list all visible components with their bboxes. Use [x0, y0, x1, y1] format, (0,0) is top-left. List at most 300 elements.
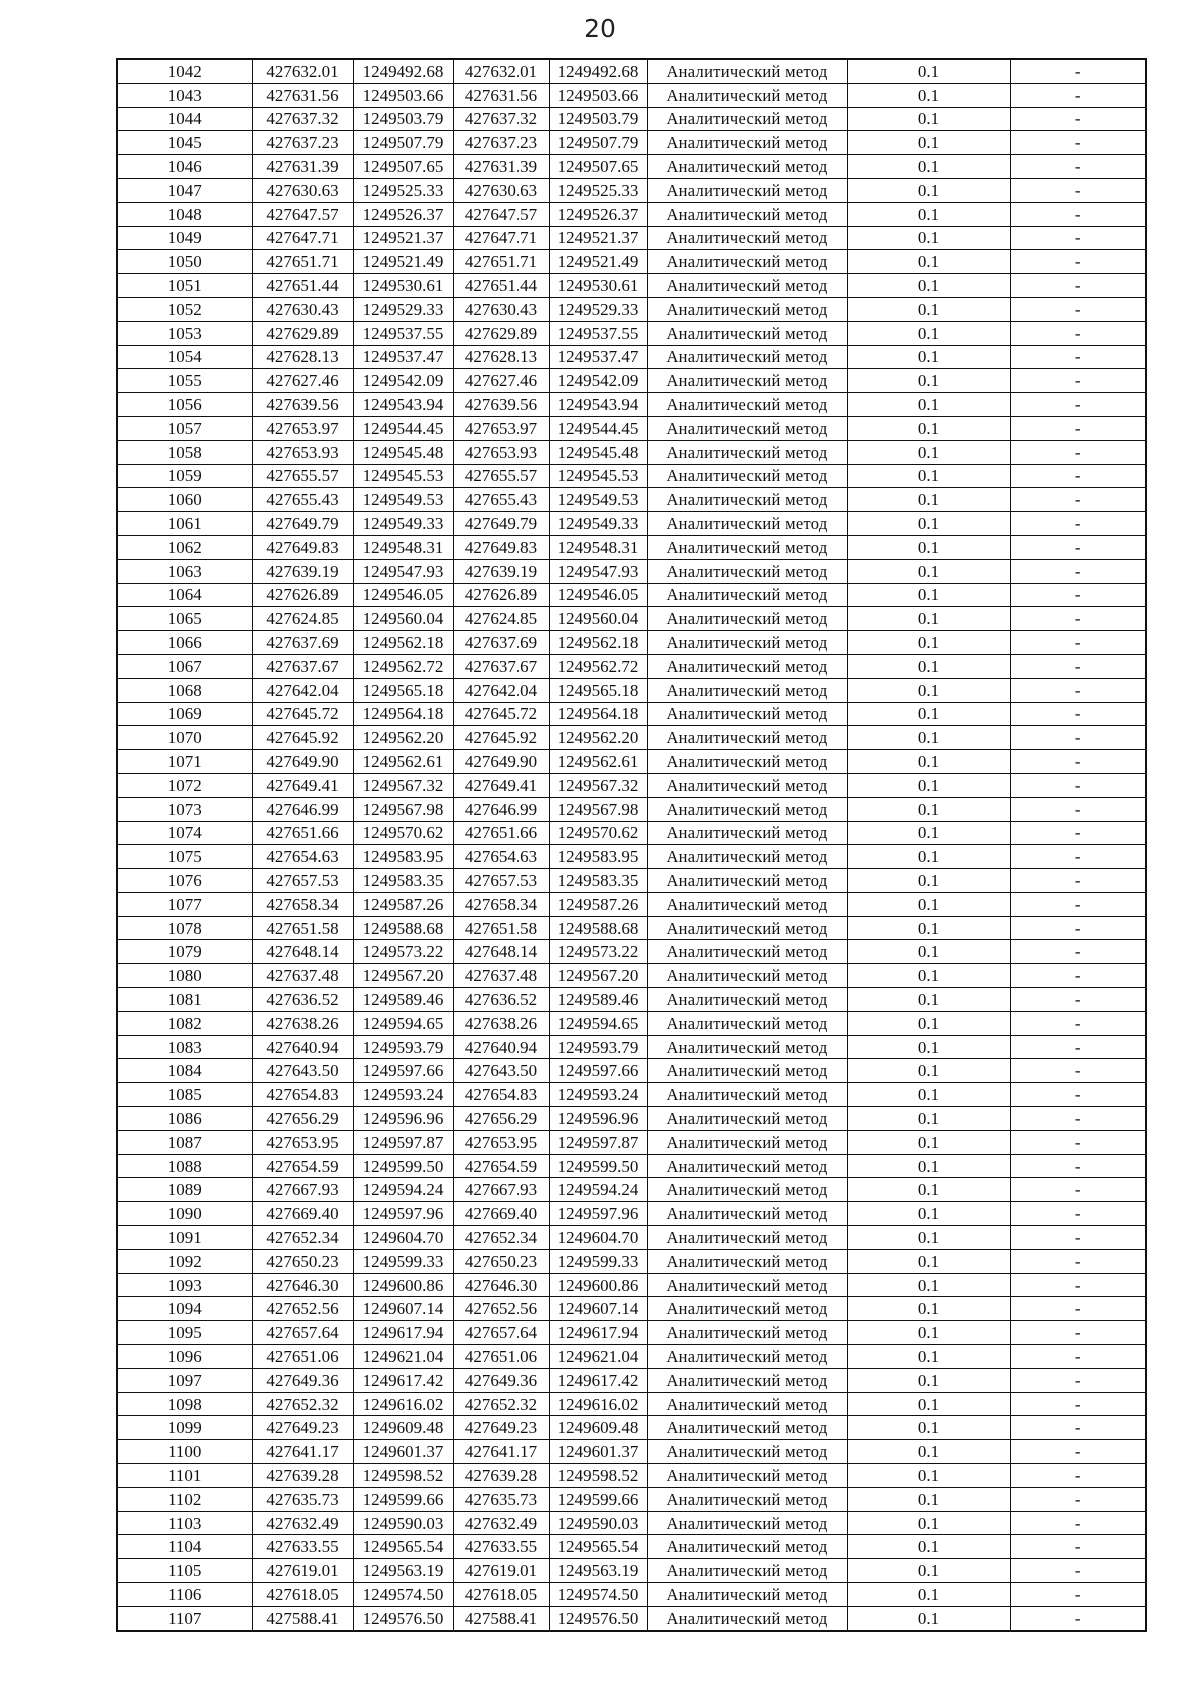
table-row	[117, 1249, 1146, 1273]
accuracy-cell: 0.1	[847, 1035, 1010, 1059]
table-body	[117, 59, 1146, 1631]
y-coordinate-new-cell: 1249597.96	[549, 1202, 647, 1226]
y-coordinate-cell: 1249507.65	[353, 155, 453, 179]
note-cell: -	[1010, 1297, 1146, 1321]
y-coordinate-new-cell: 1249526.37	[549, 202, 647, 226]
x-coordinate-cell: 427626.89	[252, 583, 353, 607]
x-coordinate-cell: 427667.93	[252, 1178, 353, 1202]
method-cell: Аналитический метод	[647, 1464, 847, 1488]
x-coordinate-cell: 427632.01	[252, 59, 353, 83]
x-coordinate-cell: 427643.50	[252, 1059, 353, 1083]
y-coordinate-new-cell: 1249570.62	[549, 821, 647, 845]
accuracy-cell: 0.1	[847, 59, 1010, 83]
method-cell: Аналитический метод	[647, 1487, 847, 1511]
x-coordinate-cell: 427653.97	[252, 416, 353, 440]
note-cell: -	[1010, 1154, 1146, 1178]
method-cell: Аналитический метод	[647, 345, 847, 369]
accuracy-cell: 0.1	[847, 1107, 1010, 1131]
y-coordinate-cell: 1249503.66	[353, 83, 453, 107]
point-number-cell: 1080	[117, 964, 252, 988]
accuracy-cell: 0.1	[847, 726, 1010, 750]
accuracy-cell: 0.1	[847, 1178, 1010, 1202]
point-number-cell: 1044	[117, 107, 252, 131]
x-coordinate-cell: 427637.23	[252, 131, 353, 155]
note-cell: -	[1010, 1321, 1146, 1345]
note-cell: -	[1010, 607, 1146, 631]
y-coordinate-cell: 1249593.24	[353, 1083, 453, 1107]
method-cell: Аналитический метод	[647, 1345, 847, 1369]
x-coordinate-new-cell: 427649.41	[453, 773, 549, 797]
x-coordinate-cell: 427654.83	[252, 1083, 353, 1107]
point-number-cell: 1102	[117, 1487, 252, 1511]
method-cell: Аналитический метод	[647, 1368, 847, 1392]
x-coordinate-cell: 427637.32	[252, 107, 353, 131]
x-coordinate-cell: 427646.30	[252, 1273, 353, 1297]
x-coordinate-cell: 427645.92	[252, 726, 353, 750]
y-coordinate-cell: 1249600.86	[353, 1273, 453, 1297]
accuracy-cell: 0.1	[847, 1273, 1010, 1297]
note-cell: -	[1010, 726, 1146, 750]
x-coordinate-cell: 427649.23	[252, 1416, 353, 1440]
method-cell: Аналитический метод	[647, 726, 847, 750]
y-coordinate-new-cell: 1249583.95	[549, 845, 647, 869]
table-row	[117, 202, 1146, 226]
x-coordinate-cell: 427655.43	[252, 488, 353, 512]
y-coordinate-cell: 1249529.33	[353, 297, 453, 321]
x-coordinate-cell: 427618.05	[252, 1583, 353, 1607]
y-coordinate-new-cell: 1249599.33	[549, 1249, 647, 1273]
x-coordinate-cell: 427648.14	[252, 940, 353, 964]
method-cell: Аналитический метод	[647, 107, 847, 131]
point-number-cell: 1067	[117, 654, 252, 678]
x-coordinate-new-cell: 427656.29	[453, 1107, 549, 1131]
x-coordinate-new-cell: 427645.72	[453, 702, 549, 726]
x-coordinate-new-cell: 427637.69	[453, 631, 549, 655]
x-coordinate-cell: 427649.41	[252, 773, 353, 797]
method-cell: Аналитический метод	[647, 1107, 847, 1131]
point-number-cell: 1052	[117, 297, 252, 321]
method-cell: Аналитический метод	[647, 678, 847, 702]
x-coordinate-new-cell: 427638.26	[453, 1011, 549, 1035]
accuracy-cell: 0.1	[847, 1083, 1010, 1107]
method-cell: Аналитический метод	[647, 1130, 847, 1154]
y-coordinate-cell: 1249567.98	[353, 797, 453, 821]
table-row	[117, 821, 1146, 845]
x-coordinate-new-cell: 427630.43	[453, 297, 549, 321]
y-coordinate-cell: 1249537.55	[353, 321, 453, 345]
y-coordinate-new-cell: 1249617.42	[549, 1368, 647, 1392]
table-row	[117, 226, 1146, 250]
table-row	[117, 1321, 1146, 1345]
method-cell: Аналитический метод	[647, 750, 847, 774]
method-cell: Аналитический метод	[647, 845, 847, 869]
point-number-cell: 1076	[117, 869, 252, 893]
table-row	[117, 702, 1146, 726]
point-number-cell: 1095	[117, 1321, 252, 1345]
note-cell: -	[1010, 250, 1146, 274]
method-cell: Аналитический метод	[647, 559, 847, 583]
note-cell: -	[1010, 1083, 1146, 1107]
note-cell: -	[1010, 988, 1146, 1012]
y-coordinate-new-cell: 1249549.53	[549, 488, 647, 512]
x-coordinate-new-cell: 427643.50	[453, 1059, 549, 1083]
y-coordinate-cell: 1249597.96	[353, 1202, 453, 1226]
point-number-cell: 1068	[117, 678, 252, 702]
accuracy-cell: 0.1	[847, 1583, 1010, 1607]
y-coordinate-new-cell: 1249503.66	[549, 83, 647, 107]
y-coordinate-new-cell: 1249530.61	[549, 274, 647, 298]
x-coordinate-new-cell: 427651.06	[453, 1345, 549, 1369]
x-coordinate-cell: 427654.63	[252, 845, 353, 869]
accuracy-cell: 0.1	[847, 1059, 1010, 1083]
x-coordinate-new-cell: 427648.14	[453, 940, 549, 964]
x-coordinate-cell: 427638.26	[252, 1011, 353, 1035]
x-coordinate-new-cell: 427657.64	[453, 1321, 549, 1345]
point-number-cell: 1100	[117, 1440, 252, 1464]
note-cell: -	[1010, 178, 1146, 202]
note-cell: -	[1010, 1011, 1146, 1035]
point-number-cell: 1099	[117, 1416, 252, 1440]
method-cell: Аналитический метод	[647, 1559, 847, 1583]
table-row	[117, 1154, 1146, 1178]
table-row	[117, 440, 1146, 464]
y-coordinate-new-cell: 1249543.94	[549, 393, 647, 417]
x-coordinate-cell: 427646.99	[252, 797, 353, 821]
x-coordinate-cell: 427642.04	[252, 678, 353, 702]
table-row	[117, 1440, 1146, 1464]
accuracy-cell: 0.1	[847, 869, 1010, 893]
x-coordinate-cell: 427631.39	[252, 155, 353, 179]
point-number-cell: 1087	[117, 1130, 252, 1154]
y-coordinate-cell: 1249593.79	[353, 1035, 453, 1059]
y-coordinate-new-cell: 1249545.53	[549, 464, 647, 488]
x-coordinate-cell: 427656.29	[252, 1107, 353, 1131]
method-cell: Аналитический метод	[647, 250, 847, 274]
table-row	[117, 1083, 1146, 1107]
accuracy-cell: 0.1	[847, 1368, 1010, 1392]
accuracy-cell: 0.1	[847, 393, 1010, 417]
note-cell: -	[1010, 107, 1146, 131]
y-coordinate-new-cell: 1249607.14	[549, 1297, 647, 1321]
method-cell: Аналитический метод	[647, 702, 847, 726]
table-row	[117, 178, 1146, 202]
x-coordinate-new-cell: 427653.95	[453, 1130, 549, 1154]
x-coordinate-new-cell: 427632.49	[453, 1511, 549, 1535]
table-row	[117, 1035, 1146, 1059]
accuracy-cell: 0.1	[847, 321, 1010, 345]
table-row	[117, 488, 1146, 512]
y-coordinate-cell: 1249598.52	[353, 1464, 453, 1488]
table-row	[117, 1226, 1146, 1250]
x-coordinate-cell: 427637.67	[252, 654, 353, 678]
table-row	[117, 107, 1146, 131]
table-row	[117, 131, 1146, 155]
x-coordinate-new-cell: 427667.93	[453, 1178, 549, 1202]
accuracy-cell: 0.1	[847, 464, 1010, 488]
accuracy-cell: 0.1	[847, 1345, 1010, 1369]
table-row	[117, 1535, 1146, 1559]
point-number-cell: 1077	[117, 892, 252, 916]
point-number-cell: 1097	[117, 1368, 252, 1392]
accuracy-cell: 0.1	[847, 512, 1010, 536]
note-cell: -	[1010, 821, 1146, 845]
x-coordinate-new-cell: 427655.57	[453, 464, 549, 488]
point-number-cell: 1056	[117, 393, 252, 417]
point-number-cell: 1046	[117, 155, 252, 179]
x-coordinate-new-cell: 427669.40	[453, 1202, 549, 1226]
point-number-cell: 1081	[117, 988, 252, 1012]
x-coordinate-new-cell: 427633.55	[453, 1535, 549, 1559]
point-number-cell: 1078	[117, 916, 252, 940]
x-coordinate-cell: 427653.95	[252, 1130, 353, 1154]
y-coordinate-new-cell: 1249537.47	[549, 345, 647, 369]
accuracy-cell: 0.1	[847, 559, 1010, 583]
table-row	[117, 583, 1146, 607]
x-coordinate-new-cell: 427635.73	[453, 1487, 549, 1511]
table-row	[117, 1345, 1146, 1369]
method-cell: Аналитический метод	[647, 1297, 847, 1321]
method-cell: Аналитический метод	[647, 1154, 847, 1178]
method-cell: Аналитический метод	[647, 1083, 847, 1107]
y-coordinate-new-cell: 1249583.35	[549, 869, 647, 893]
method-cell: Аналитический метод	[647, 869, 847, 893]
point-number-cell: 1055	[117, 369, 252, 393]
point-number-cell: 1072	[117, 773, 252, 797]
y-coordinate-new-cell: 1249599.66	[549, 1487, 647, 1511]
y-coordinate-cell: 1249545.48	[353, 440, 453, 464]
y-coordinate-cell: 1249521.37	[353, 226, 453, 250]
table-row	[117, 1392, 1146, 1416]
point-number-cell: 1047	[117, 178, 252, 202]
method-cell: Аналитический метод	[647, 178, 847, 202]
note-cell: -	[1010, 654, 1146, 678]
x-coordinate-cell: 427651.66	[252, 821, 353, 845]
x-coordinate-new-cell: 427654.59	[453, 1154, 549, 1178]
method-cell: Аналитический метод	[647, 1416, 847, 1440]
point-number-cell: 1089	[117, 1178, 252, 1202]
y-coordinate-cell: 1249542.09	[353, 369, 453, 393]
accuracy-cell: 0.1	[847, 1416, 1010, 1440]
method-cell: Аналитический метод	[647, 369, 847, 393]
y-coordinate-new-cell: 1249597.87	[549, 1130, 647, 1154]
x-coordinate-new-cell: 427628.13	[453, 345, 549, 369]
note-cell: -	[1010, 321, 1146, 345]
y-coordinate-cell: 1249588.68	[353, 916, 453, 940]
y-coordinate-cell: 1249544.45	[353, 416, 453, 440]
accuracy-cell: 0.1	[847, 440, 1010, 464]
y-coordinate-cell: 1249607.14	[353, 1297, 453, 1321]
table-row	[117, 274, 1146, 298]
y-coordinate-cell: 1249537.47	[353, 345, 453, 369]
x-coordinate-new-cell: 427624.85	[453, 607, 549, 631]
x-coordinate-new-cell: 427649.79	[453, 512, 549, 536]
x-coordinate-new-cell: 427627.46	[453, 369, 549, 393]
accuracy-cell: 0.1	[847, 797, 1010, 821]
x-coordinate-cell: 427651.44	[252, 274, 353, 298]
x-coordinate-new-cell: 427651.71	[453, 250, 549, 274]
table-row	[117, 416, 1146, 440]
x-coordinate-new-cell: 427637.67	[453, 654, 549, 678]
method-cell: Аналитический метод	[647, 226, 847, 250]
x-coordinate-cell: 427651.06	[252, 1345, 353, 1369]
x-coordinate-new-cell: 427645.92	[453, 726, 549, 750]
y-coordinate-cell: 1249567.20	[353, 964, 453, 988]
point-number-cell: 1083	[117, 1035, 252, 1059]
note-cell: -	[1010, 202, 1146, 226]
point-number-cell: 1075	[117, 845, 252, 869]
method-cell: Аналитический метод	[647, 512, 847, 536]
x-coordinate-new-cell: 427654.63	[453, 845, 549, 869]
y-coordinate-cell: 1249570.62	[353, 821, 453, 845]
y-coordinate-new-cell: 1249547.93	[549, 559, 647, 583]
x-coordinate-cell: 427619.01	[252, 1559, 353, 1583]
point-number-cell: 1051	[117, 274, 252, 298]
accuracy-cell: 0.1	[847, 1606, 1010, 1630]
accuracy-cell: 0.1	[847, 274, 1010, 298]
y-coordinate-cell: 1249616.02	[353, 1392, 453, 1416]
method-cell: Аналитический метод	[647, 988, 847, 1012]
y-coordinate-cell: 1249583.95	[353, 845, 453, 869]
point-number-cell: 1092	[117, 1249, 252, 1273]
y-coordinate-new-cell: 1249545.48	[549, 440, 647, 464]
y-coordinate-cell: 1249617.94	[353, 1321, 453, 1345]
table-row	[117, 369, 1146, 393]
x-coordinate-new-cell: 427630.63	[453, 178, 549, 202]
table-row	[117, 631, 1146, 655]
y-coordinate-new-cell: 1249521.49	[549, 250, 647, 274]
note-cell: -	[1010, 369, 1146, 393]
table-row	[117, 750, 1146, 774]
point-number-cell: 1094	[117, 1297, 252, 1321]
accuracy-cell: 0.1	[847, 940, 1010, 964]
note-cell: -	[1010, 964, 1146, 988]
x-coordinate-cell: 427651.58	[252, 916, 353, 940]
y-coordinate-new-cell: 1249562.18	[549, 631, 647, 655]
y-coordinate-new-cell: 1249621.04	[549, 1345, 647, 1369]
point-number-cell: 1082	[117, 1011, 252, 1035]
y-coordinate-new-cell: 1249599.50	[549, 1154, 647, 1178]
x-coordinate-new-cell: 427637.32	[453, 107, 549, 131]
note-cell: -	[1010, 1416, 1146, 1440]
y-coordinate-cell: 1249543.94	[353, 393, 453, 417]
point-number-cell: 1071	[117, 750, 252, 774]
x-coordinate-new-cell: 427652.34	[453, 1226, 549, 1250]
accuracy-cell: 0.1	[847, 1130, 1010, 1154]
table-row	[117, 1559, 1146, 1583]
x-coordinate-new-cell: 427652.32	[453, 1392, 549, 1416]
y-coordinate-new-cell: 1249596.96	[549, 1107, 647, 1131]
x-coordinate-new-cell: 427629.89	[453, 321, 549, 345]
y-coordinate-cell: 1249621.04	[353, 1345, 453, 1369]
note-cell: -	[1010, 1178, 1146, 1202]
y-coordinate-new-cell: 1249609.48	[549, 1416, 647, 1440]
x-coordinate-cell: 427624.85	[252, 607, 353, 631]
x-coordinate-new-cell: 427658.34	[453, 892, 549, 916]
table-row	[117, 321, 1146, 345]
y-coordinate-cell: 1249565.18	[353, 678, 453, 702]
table-row	[117, 940, 1146, 964]
x-coordinate-new-cell: 427619.01	[453, 1559, 549, 1583]
point-number-cell: 1065	[117, 607, 252, 631]
note-cell: -	[1010, 583, 1146, 607]
y-coordinate-cell: 1249574.50	[353, 1583, 453, 1607]
y-coordinate-new-cell: 1249560.04	[549, 607, 647, 631]
table-row	[117, 678, 1146, 702]
y-coordinate-new-cell: 1249542.09	[549, 369, 647, 393]
accuracy-cell: 0.1	[847, 750, 1010, 774]
note-cell: -	[1010, 1487, 1146, 1511]
table-row	[117, 845, 1146, 869]
method-cell: Аналитический метод	[647, 440, 847, 464]
method-cell: Аналитический метод	[647, 274, 847, 298]
y-coordinate-cell: 1249567.32	[353, 773, 453, 797]
table-row	[117, 155, 1146, 179]
x-coordinate-cell: 427635.73	[252, 1487, 353, 1511]
y-coordinate-new-cell: 1249573.22	[549, 940, 647, 964]
x-coordinate-cell: 427652.56	[252, 1297, 353, 1321]
table-row	[117, 1273, 1146, 1297]
accuracy-cell: 0.1	[847, 1226, 1010, 1250]
x-coordinate-cell: 427669.40	[252, 1202, 353, 1226]
method-cell: Аналитический метод	[647, 1178, 847, 1202]
x-coordinate-new-cell: 427657.53	[453, 869, 549, 893]
note-cell: -	[1010, 1606, 1146, 1630]
x-coordinate-new-cell: 427618.05	[453, 1583, 549, 1607]
accuracy-cell: 0.1	[847, 773, 1010, 797]
method-cell: Аналитический метод	[647, 59, 847, 83]
x-coordinate-cell: 427645.72	[252, 702, 353, 726]
y-coordinate-cell: 1249596.96	[353, 1107, 453, 1131]
x-coordinate-new-cell: 427637.23	[453, 131, 549, 155]
accuracy-cell: 0.1	[847, 988, 1010, 1012]
note-cell: -	[1010, 559, 1146, 583]
note-cell: -	[1010, 916, 1146, 940]
x-coordinate-cell: 427629.89	[252, 321, 353, 345]
point-number-cell: 1069	[117, 702, 252, 726]
y-coordinate-cell: 1249573.22	[353, 940, 453, 964]
note-cell: -	[1010, 274, 1146, 298]
method-cell: Аналитический метод	[647, 464, 847, 488]
y-coordinate-new-cell: 1249576.50	[549, 1606, 647, 1630]
method-cell: Аналитический метод	[647, 916, 847, 940]
table-row	[117, 1416, 1146, 1440]
y-coordinate-cell: 1249562.18	[353, 631, 453, 655]
table-row	[117, 512, 1146, 536]
y-coordinate-new-cell: 1249567.20	[549, 964, 647, 988]
method-cell: Аналитический метод	[647, 1035, 847, 1059]
accuracy-cell: 0.1	[847, 535, 1010, 559]
point-number-cell: 1086	[117, 1107, 252, 1131]
page-number: 20	[584, 14, 616, 43]
table-row	[117, 892, 1146, 916]
x-coordinate-new-cell: 427626.89	[453, 583, 549, 607]
point-number-cell: 1079	[117, 940, 252, 964]
point-number-cell: 1103	[117, 1511, 252, 1535]
point-number-cell: 1064	[117, 583, 252, 607]
y-coordinate-new-cell: 1249564.18	[549, 702, 647, 726]
accuracy-cell: 0.1	[847, 892, 1010, 916]
x-coordinate-cell: 427652.34	[252, 1226, 353, 1250]
y-coordinate-new-cell: 1249492.68	[549, 59, 647, 83]
accuracy-cell: 0.1	[847, 83, 1010, 107]
table-row	[117, 393, 1146, 417]
table-row	[117, 1202, 1146, 1226]
coordinates-table	[116, 58, 1147, 1632]
y-coordinate-cell: 1249547.93	[353, 559, 453, 583]
accuracy-cell: 0.1	[847, 1487, 1010, 1511]
accuracy-cell: 0.1	[847, 1535, 1010, 1559]
table-row	[117, 559, 1146, 583]
